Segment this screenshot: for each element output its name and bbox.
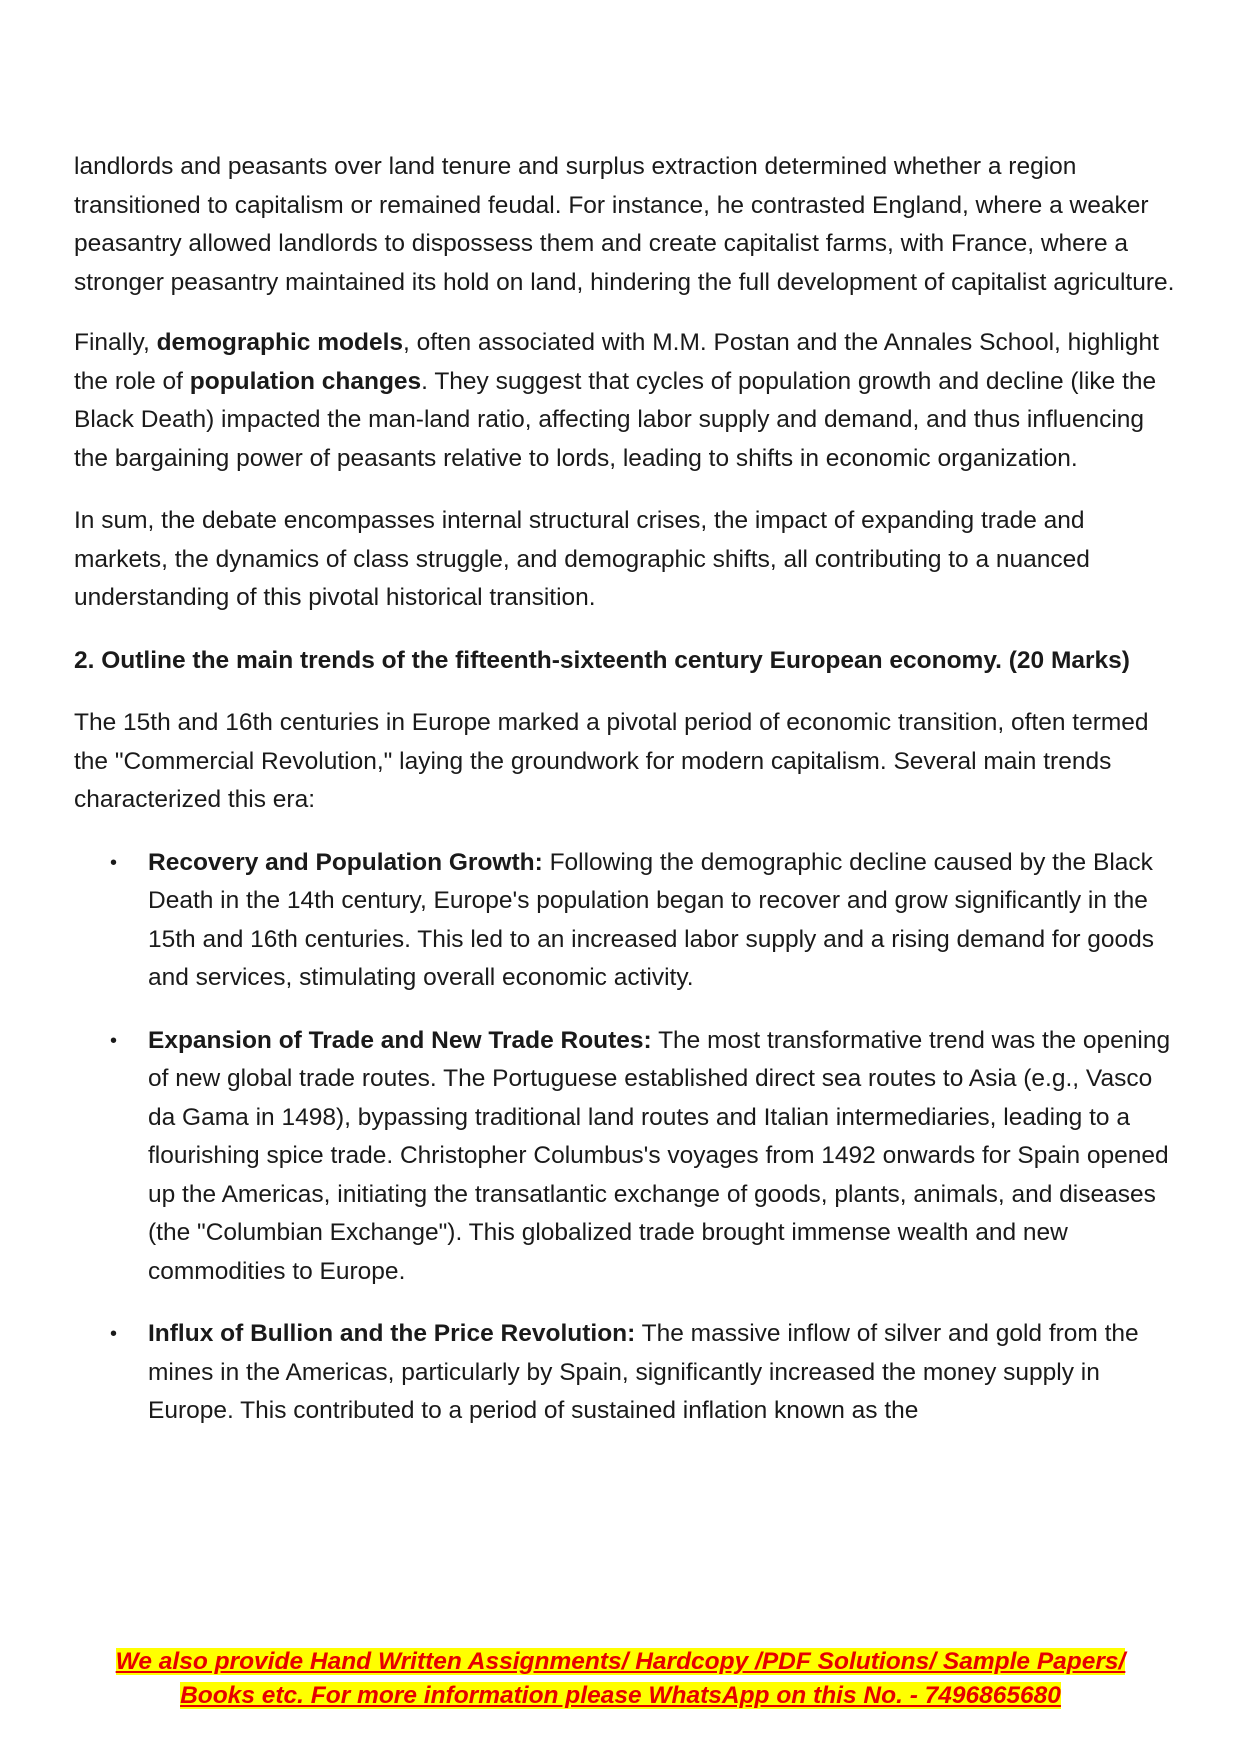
text-run: . They suggest that cycles of population growth and decline (like the Black Death) impacted the man-land ratio, affecting labor supply and demand, and thus influencing the bargaining power of peasants relative to lords, leading to shifts in economic organization. [74, 367, 1157, 472]
list-item-title: Influx of Bullion and the Price Revolution: [148, 1320, 636, 1347]
bold-term-population-changes: population changes [189, 367, 422, 395]
bullet-icon: • [110, 851, 118, 874]
text-run: Finally, [74, 329, 157, 356]
question-heading: 2. Outline the main trends of the fifteenth-sixteenth century European economy. (20 Marks) [74, 646, 1130, 674]
trends-list [74, 844, 1179, 1431]
document-body [74, 148, 1179, 1455]
footer-line-1: We also provide Hand Written Assignments/ Hardcopy /PDF Solutions/ Sample Papers/ [115, 1648, 1126, 1675]
list-item [74, 844, 1179, 998]
list-item [74, 1022, 1179, 1292]
paragraph-demographic-models [74, 324, 1179, 478]
text-run: , often associated with M.M. Postan and the Annales School, highlight the role of [74, 329, 1159, 395]
paragraph-intro: The 15th and 16th centuries in Europe marked a pivotal period of economic transition, often termed the "Commercial Revolution," laying the groundwork for modern capitalism. Several main trends characterized this era: [74, 709, 1149, 813]
bullet-icon: • [110, 1029, 118, 1052]
bold-term-demographic-models: demographic models [156, 329, 404, 356]
list-item-text: The most transformative trend was the opening of new global trade routes. The Portuguese established direct sea routes to Asia (e.g., Vasco da Gama in 1498), bypassing traditional land routes and Italian intermediaries, leading to a flourishing spice trade. Christopher Columbus's voyages from 1492 onwards for Spain opened up the Americas, initiating the transatlantic exchange of goods, plants, animals, and diseases (the "Columbian Exchange"). This globalized trade brought immense wealth and new commodities to Europe. [148, 1026, 1171, 1285]
list-item [74, 1315, 1179, 1431]
list-item-title: Recovery and Population Growth: [148, 848, 543, 876]
list-item-text: The massive inflow of silver and gold from the mines in the Americas, particularly by Spain, significantly increased the money supply in Europe. This contributed to a period of sustained inflation known as the [148, 1320, 1139, 1424]
paragraph-class-struggle: landlords and peasants over land tenure and surplus extraction determined whether a region transitioned to capitalism or remained feudal. For instance, he contrasted England, where a weaker peasantry allowed landlords to dispossess them and create capitalist farms, with France, where a stronger peasantry maintained its hold on land, hindering the full development of capitalist agriculture. [74, 153, 1175, 296]
footer-advertisement [0, 1645, 1241, 1713]
paragraph-summary: In sum, the debate encompasses internal structural crises, the impact of expanding trade and markets, the dynamics of class struggle, and demographic shifts, all contributing to a nuanced understanding of this pivotal historical transition. [74, 507, 1090, 611]
list-item-title: Expansion of Trade and New Trade Routes: [148, 1026, 652, 1054]
footer-line-2: Books etc. For more information please WhatsApp on this No. - 7496865680 [180, 1682, 1061, 1709]
bullet-icon: • [110, 1323, 118, 1345]
list-item-text: Following the demographic decline caused by the Black Death in the 14th century, Europe's population began to recover and grow significantly in the 15th and 16th centuries. This led to an increased labor supply and a rising demand for goods and services, stimulating overall economic activity. [148, 848, 1155, 991]
